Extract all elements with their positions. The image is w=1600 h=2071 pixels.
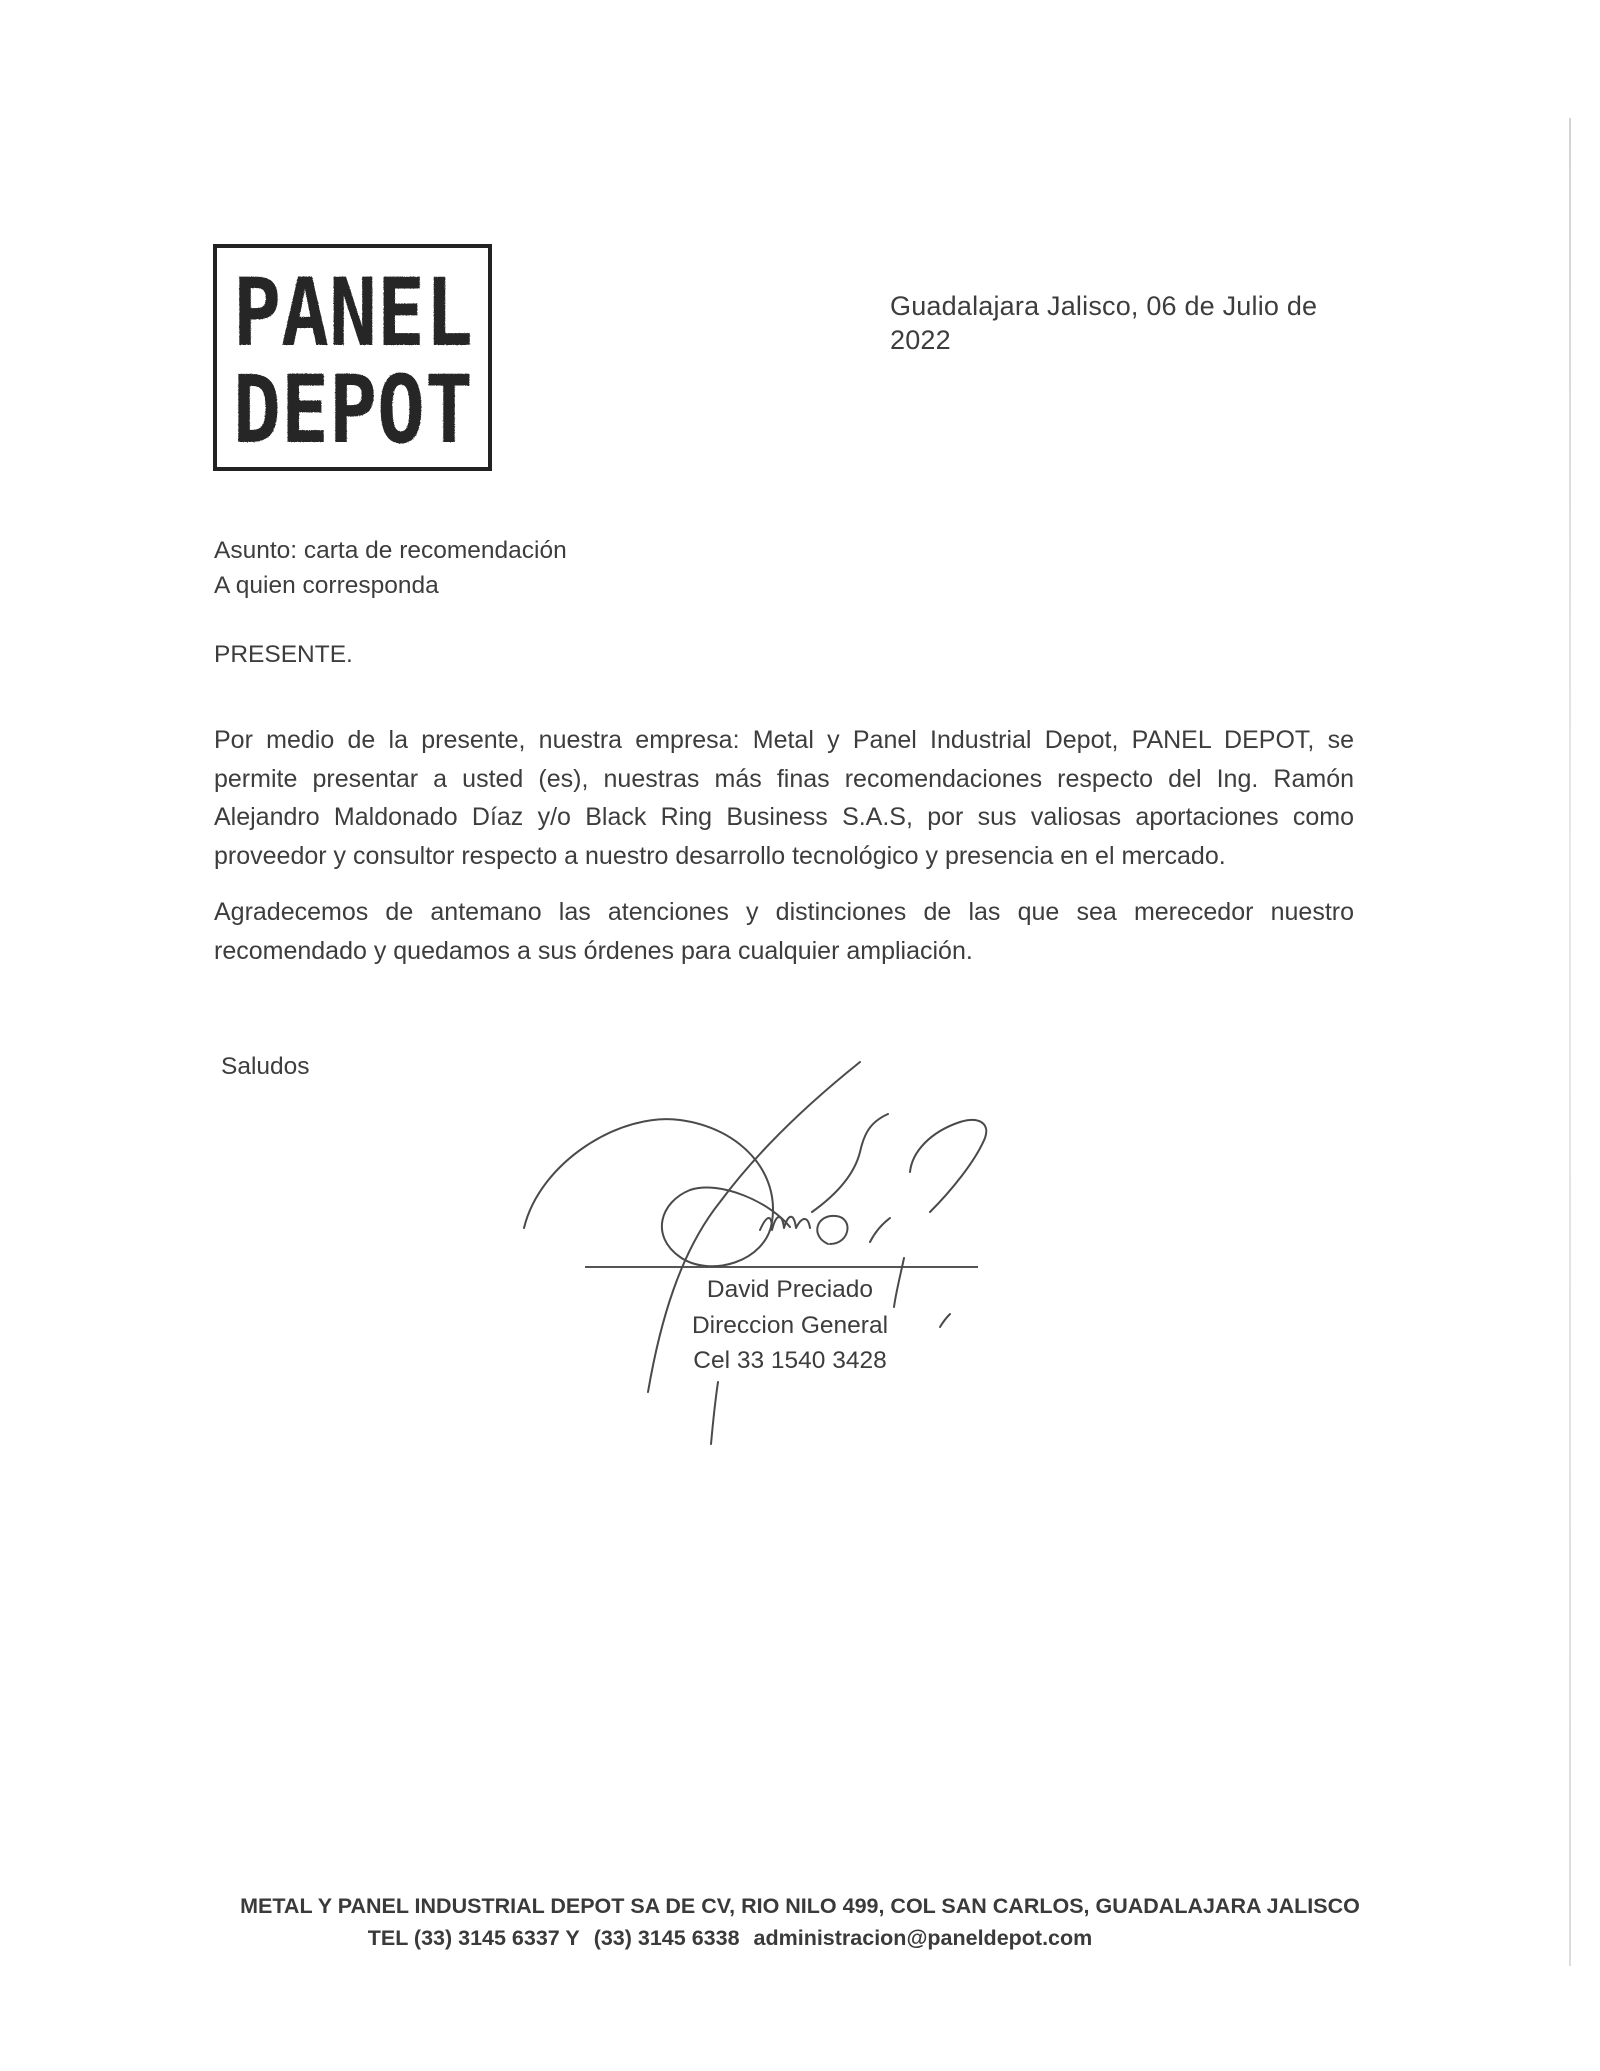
- subject-line: Asunto: carta de recomendación: [214, 537, 567, 564]
- footer-contact: [230, 1926, 1230, 1951]
- page-edge-shadow: [1569, 118, 1571, 1966]
- signer-title: Direccion General: [691, 1311, 889, 1339]
- signer-block: [640, 1272, 940, 1379]
- subject-block: [214, 533, 567, 603]
- signer-phone: Cel 33 1540 3428: [693, 1347, 887, 1374]
- logo-line-2: DEPOT: [233, 356, 473, 465]
- body-paragraph-2: Agradecemos de antemano las atenciones y distinciones de las que sea merecedor nuestro recomendado y quedamos a sus órdenes para cualquier ampliación.: [214, 898, 1354, 965]
- company-logo: [213, 244, 492, 471]
- body-paragraph-1: Por medio de la presente, nuestra empresa: Metal y Panel Industrial Depot, PANEL DEPOT, se permite presentar a usted (es), nuestras más finas recomendaciones respecto del Ing. Ramón Alejandro Maldonado Díaz y/o Black Ring Business S.A.S, por sus valiosas aportaciones como proveedor y consultor respecto a nuestro desarrollo tecnológico y presencia en el mercado.: [214, 726, 1354, 870]
- letter-date: Guadalajara Jalisco, 06 de Julio de 2022: [890, 291, 1318, 355]
- recipient-line: A quien corresponda: [214, 572, 439, 599]
- handwritten-signature: [510, 1052, 1130, 1452]
- closing: Saludos: [221, 1053, 310, 1080]
- footer-phone-1: TEL (33) 3145 6337 Y: [367, 1926, 580, 1950]
- greeting: PRESENTE.: [214, 641, 353, 668]
- footer-phone-2: (33) 3145 6338: [593, 1926, 740, 1950]
- footer-address: METAL Y PANEL INDUSTRIAL DEPOT SA DE CV, RIO NILO 499, COL SAN CARLOS, GUADALAJARA JALISCO: [240, 1894, 1360, 1918]
- signer-name: David Preciado: [706, 1276, 874, 1303]
- footer-email: administracion@paneldepot.com: [753, 1926, 1093, 1950]
- logo-line-1: PANEL: [233, 259, 473, 368]
- page-bottom-margin: [0, 1966, 1600, 2071]
